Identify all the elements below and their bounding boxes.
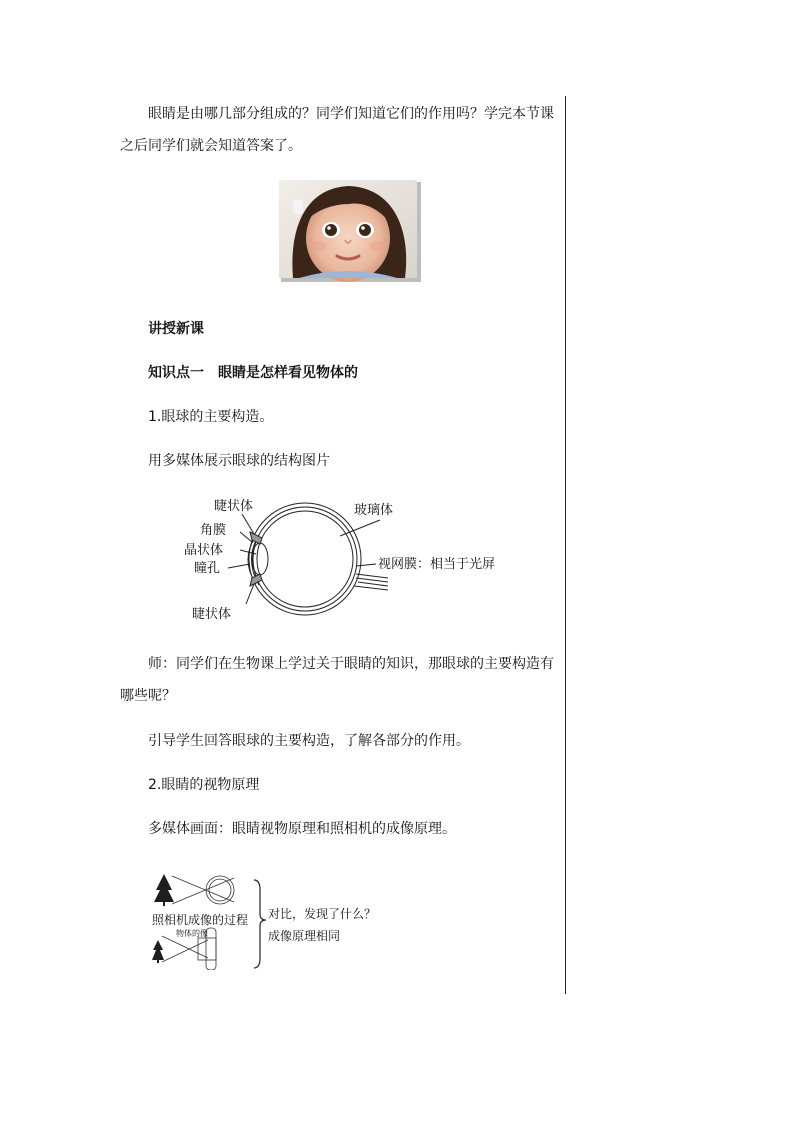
label-vitreous: 玻璃体 bbox=[354, 503, 394, 518]
camera-process-label: 照相机成像的过程 bbox=[152, 913, 249, 927]
knowledge-point-heading: 知识点一 眼睛是怎样看见物体的 bbox=[148, 365, 358, 381]
label-pupil: 瞳孔 bbox=[194, 561, 221, 576]
conclusion-text: 成像原理相同 bbox=[268, 929, 341, 943]
camera-imaging-diagram bbox=[152, 870, 392, 970]
compare-text: 对比，发现了什么？ bbox=[268, 907, 377, 921]
margin-rule bbox=[565, 96, 566, 994]
section-heading: 讲授新课 bbox=[148, 321, 204, 337]
teacher-guide: 引导学生回答眼球的主要构造，了解各部分的作用。 bbox=[148, 733, 470, 749]
item1-desc: 用多媒体展示眼球的结构图片 bbox=[148, 453, 330, 469]
teacher-question: 师：同学们在生物课上学过关于眼睛的知识，那眼球的主要构造有哪些呢？ bbox=[120, 656, 554, 704]
label-ciliary-top: 睫状体 bbox=[214, 499, 254, 514]
intro-paragraph: 眼睛是由哪几部分组成的？同学们知道它们的作用吗？学完本节课之后同学们就会知道答案了。 bbox=[120, 106, 554, 154]
eye-structure-diagram bbox=[180, 492, 500, 624]
item2-title: 2.眼睛的视物原理 bbox=[148, 777, 260, 793]
tree-icon-bottom bbox=[152, 940, 164, 960]
label-ciliary-bottom: 睫状体 bbox=[192, 607, 232, 622]
label-cornea: 角膜 bbox=[200, 523, 227, 538]
tree-icon-top bbox=[154, 874, 174, 902]
child-photo bbox=[279, 180, 421, 282]
item1-title: 1.眼球的主要构造。 bbox=[148, 409, 274, 425]
item2-desc: 多媒体画面：眼睛视物原理和照相机的成像原理。 bbox=[148, 821, 456, 837]
image-label: 物体的像 bbox=[176, 929, 208, 938]
label-lens: 晶状体 bbox=[184, 543, 224, 558]
label-retina: 视网膜：相当于光屏 bbox=[378, 557, 496, 572]
